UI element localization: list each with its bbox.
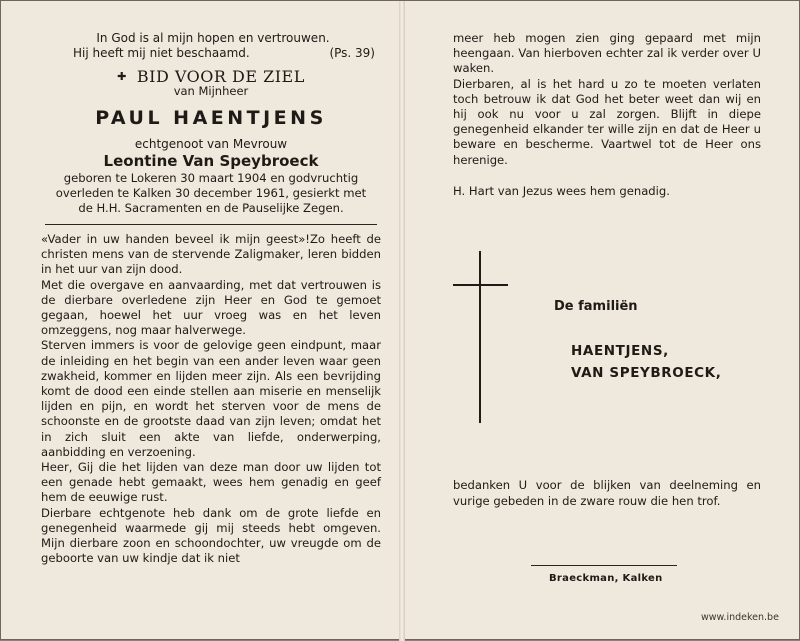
- printer-divider: [531, 565, 677, 566]
- paragraph-4: Heer, Gij die het lijden van deze man door uw lijden tot een genade hebt gemaakt, wees hem genadig en geef hem de eeuwige rust.: [41, 460, 381, 505]
- card-fold: [399, 1, 405, 641]
- deceased-name: PAUL HAENTJENS: [95, 107, 327, 129]
- thanks-text: bedanken U voor de blijken van deelneming en vurige gebeden in de zware rouw die hen trof.: [453, 478, 761, 508]
- family-name-2: VAN SPEYBROECK,: [571, 365, 722, 381]
- epigraph: [51, 31, 375, 61]
- spouse-intro: echtgenoot van Mevrouw: [134, 137, 288, 151]
- prayer: H. Hart van Jezus wees hem genadig.: [453, 183, 670, 198]
- left-body-text: [41, 232, 381, 566]
- dates-line-2: overleden te Kalken 30 december 1961, gesierkt met: [55, 186, 367, 200]
- watermark: www.indeken.be: [701, 612, 779, 623]
- van-mijnheer: van Mijnheer: [173, 84, 249, 98]
- paragraph-5: Dierbare echtgenote heb dank om de grote liefde en genegenheid waarmede gij mij steeds hebt omgeven. Mijn dierbare zoon en schoondochter, uw vreugde om de geboorte van uw kindje dat ik niet: [41, 505, 381, 566]
- paragraph-1: «Vader in uw handen beveel ik mijn geest»!Zo heeft de christen mens van de stervende Zaligmaker, leren bidden in het uur van zijn dood.: [41, 232, 381, 277]
- divider: [45, 224, 377, 225]
- cross-icon: ✚: [117, 70, 127, 83]
- birth-death-dates: [41, 171, 381, 216]
- epigraph-line-2-row: [51, 46, 375, 61]
- right-paragraph-1: meer heb mogen zien ging gepaard met mijn heengaan. Van hierboven echter zal ik verder over U waken.: [453, 31, 761, 76]
- families-label: De familiën: [554, 299, 638, 314]
- paragraph-3: Sterven immers is voor de gelovige geen eindpunt, maar de inleiding en het begin van een ander leven waar geen zwakheid, kommer en lijden meer zijn. Als een bevrijding komt de dood een einde stellen aan miserie en menselijk lijden en pijn, en wordt het sterven voor de mens de schoonste en de grootste daad van zijn leven; omdat het in zich sluit een akte van liefde, onderwerping, aanbidding en verzoening.: [41, 338, 381, 459]
- right-panel: [453, 31, 761, 199]
- right-paragraph-2: Dierbaren, al is het hard u zo te moeten verlaten toch betrouw ik dat God het beter weet dan wij en hij ook nu voor u zal zorgen. Blijft in diepe genegenheid elkander ter wille zijn en dat de Heer u beware en bescherme. Vaartwel tot de Heer ons herenige.: [453, 76, 761, 167]
- cross-vertical-bar: [479, 251, 481, 423]
- left-panel: [41, 31, 381, 566]
- cross-horizontal-bar: [453, 284, 508, 286]
- epigraph-line-2: Hij heeft mij niet beschaamd.: [73, 46, 250, 60]
- paragraph-2: Met die overgave en aanvaarding, met dat vertrouwen is de dierbare overledene zijn Heer en God te gemoet gegaan, hoewel het uur vroeg was en het leven omzeggens, nog maar halverwege.: [41, 277, 381, 338]
- spouse-name: Leontine Van Speybroeck: [103, 152, 319, 170]
- family-name-1: HAENTJENS,: [571, 343, 669, 359]
- dates-line-3: de H.H. Sacramenten en de Pauselijke Zegen.: [78, 201, 344, 215]
- dates-line-1: geboren te Lokeren 30 maart 1904 en godvruchtig: [63, 171, 359, 185]
- bid-voor-heading: [41, 69, 381, 84]
- epigraph-reference: (Ps. 39): [329, 46, 375, 60]
- bid-voor-text: BID VOOR DE ZIEL: [136, 67, 305, 86]
- printer-name: Braeckman, Kalken: [549, 573, 663, 584]
- epigraph-line-1: In God is al mijn hopen en vertrouwen.: [96, 31, 330, 45]
